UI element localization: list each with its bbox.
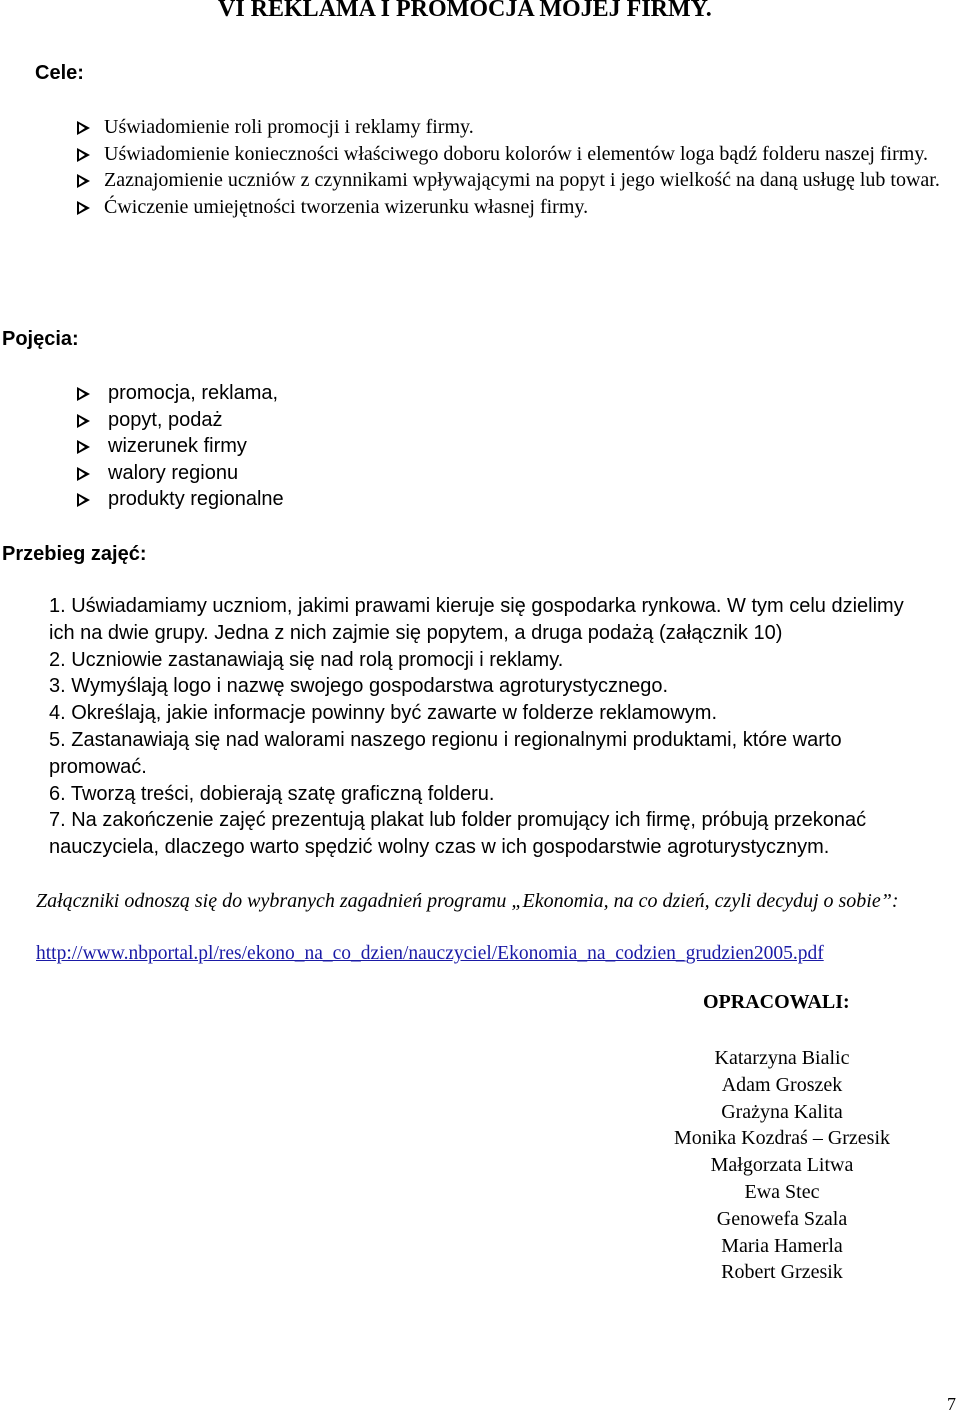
author-name: Małgorzata Litwa [710,1154,854,1177]
authors-list [655,1045,909,1286]
attachments-note: Załączniki odnoszą się do wybranych zagadnień programu „Ekonomia, na co dzień, czyli decyduj o sobie”: [36,890,899,912]
arrow-bullet-icon [77,414,90,428]
arrow-bullet-icon [77,174,90,188]
author-name: Katarzyna Bialic [714,1047,850,1069]
list-item: 2. Uczniowie zastanawiają się nad rolą promocji i reklamy. [49,648,564,671]
attachments-link[interactable]: http://www.nbportal.pl/res/ekono_na_co_dzien/nauczyciel/Ekonomia_na_codzien_grudzien2005.pdf [36,943,824,964]
author-name: Grażyna Kalita [721,1100,843,1123]
arrow-bullet-icon [77,440,90,454]
author-name: Maria Hamerla [721,1234,843,1257]
author-name: Monika Kozdraś – Grzesik [673,1127,891,1150]
lesson-heading: Przebieg zajęć: [2,543,147,565]
lesson-steps [49,593,929,861]
list-item: Zaznajomienie uczniów z czynnikami wpływającymi na popyt i jego wielkość na daną usługę lub towar. [77,167,960,194]
concepts-heading: Pojęcia: [2,328,79,350]
list-item: 4. Określają, jakie informacje powinny być zawarte w folderze reklamowym. [49,702,718,725]
list-item: 5. Zastanawiają się nad walorami naszego regionu i regionalnymi produktami, które warto promować. [49,728,842,778]
arrow-bullet-icon [77,201,90,215]
arrow-bullet-icon [77,387,90,401]
list-item: produkty regionalne [77,486,577,513]
authors-heading: OPRACOWALI: [703,991,850,1013]
arrow-bullet-icon [77,121,90,135]
page-number: 7 [947,1394,956,1414]
author-name: Robert Grzesik [721,1261,843,1284]
arrow-bullet-icon [77,148,90,162]
list-item: 3. Wymyślają logo i nazwę swojego gospodarstwa agroturystycznego. [49,675,669,698]
list-item: Uświadomienie roli promocji i reklamy firmy. [77,114,957,141]
list-item: wizerunek firmy [77,433,577,460]
list-item: popyt, podaż [77,407,577,434]
list-item: Uświadomienie konieczności właściwego doboru kolorów i elementów loga bądź folderu naszej firmy. [77,141,960,168]
list-item: 6. Tworzą treści, dobierają szatę graficzną folderu. [49,782,495,805]
list-item: 1. Uświadamiamy uczniom, jakimi prawami kieruje się gospodarka rynkowa. W tym celu dzielimy ich na dwie grupy. Jedna z nich zajmie się popytem, a druga podażą (załącznik 10) [49,595,904,644]
list-item: Ćwiczenie umiejętności tworzenia wizerunku własnej firmy. [77,194,957,221]
list-item: walory regionu [77,460,577,487]
author-name: Ewa Stec [744,1180,820,1203]
list-item: promocja, reklama, [77,380,577,407]
goals-list [77,114,957,220]
author-name: Adam Groszek [721,1073,843,1096]
goals-heading: Cele: [35,62,84,84]
page-title: VI REKLAMA I PROMOCJA MOJEJ FIRMY. [218,0,712,22]
concepts-list [77,380,577,513]
author-name: Genowefa Szala [716,1207,848,1230]
arrow-bullet-icon [77,467,90,481]
arrow-bullet-icon [77,493,90,507]
list-item: 7. Na zakończenie zajęć prezentują plakat lub folder promujący ich firmę, próbują przekonać nauczyciela, dlaczego warto spędzić wolny czas w ich gospodarstwie agroturystycznym. [49,809,867,859]
